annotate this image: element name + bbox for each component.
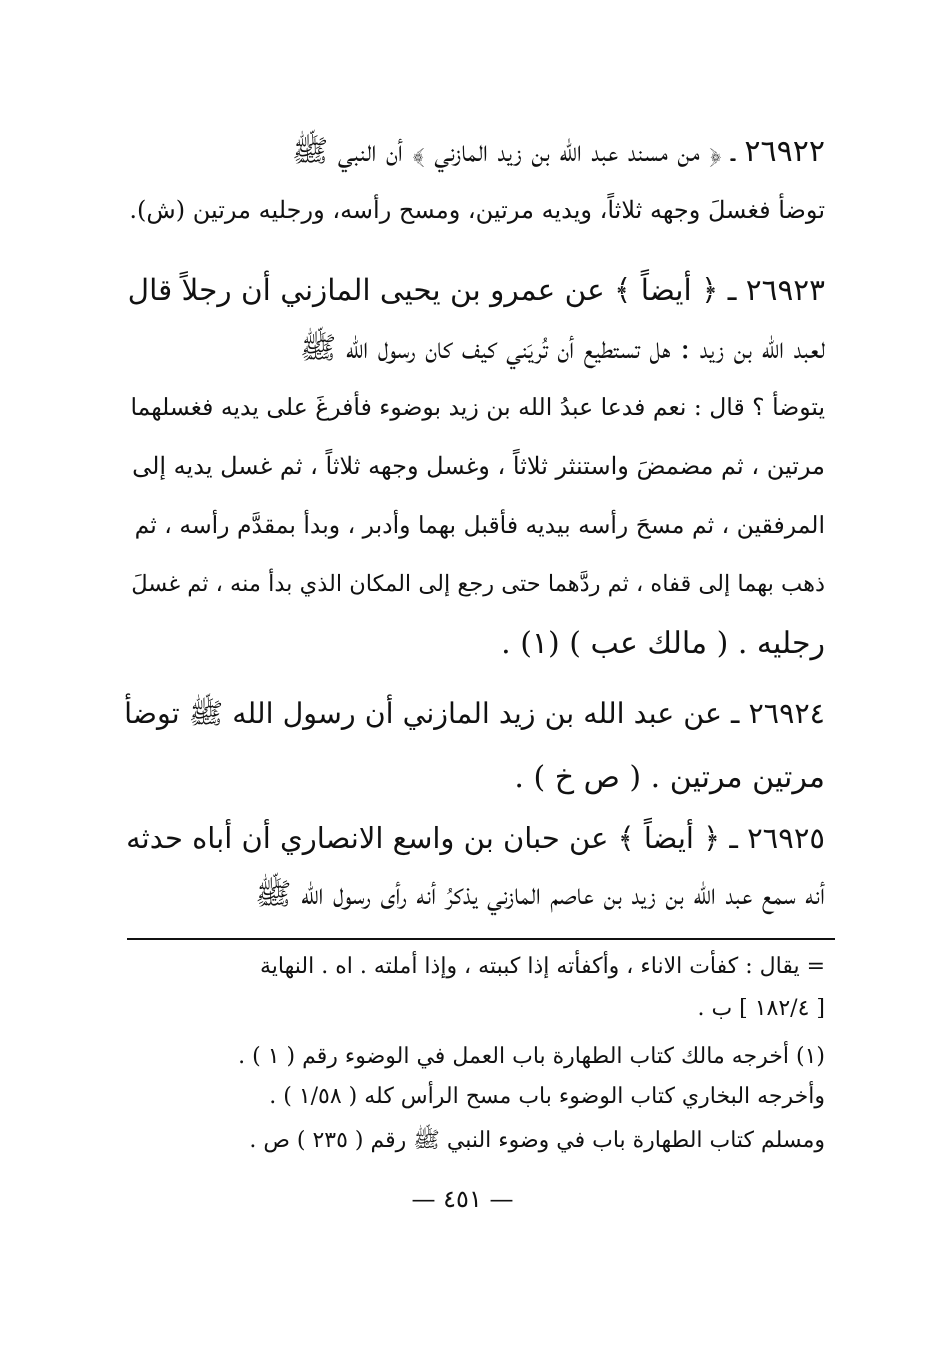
hadith-26922-line-1: ٢٦٩٢٢ ـ ﴿ من مسند عبد الله بن زيد المازني ﴾ أن النبي ﷺ — [291, 134, 825, 169]
hadith-26923-line-2: لعبد الله بن زيد : هل تستطيع أن تُريَني كيف كان رسول الله ﷺ — [300, 331, 825, 366]
footnote-line-3: (١) أخرجه مالك كتاب الطهارة باب العمل في الوضوء رقم ( ١ ) . — [238, 1044, 825, 1069]
footnote-line-5: ومسلم كتاب الطهارة باب في وضوء النبي ﷺ رقم ( ٢٣٥ ) ص . — [249, 1128, 825, 1153]
hadith-26923-line-3: يتوضأ ؟ قال : نعم فدعا عبدُ الله بن زيد بوضوء فأفرغَ على يديه فغسلهما — [130, 393, 825, 421]
page-number: — ٤٥١ — — [411, 1185, 514, 1213]
hadith-26923-line-6: ذهب بهما إلى قفاه ، ثم ردَّهما حتى رجع إلى المكان الذي بدأ منه ، ثم غسلَ — [131, 571, 825, 597]
hadith-26923-line-4: مرتين ، ثم مضمضَ واستنثر ثلاثاً ، وغسل وجهه ثلاثاً ، ثم غسل يديه إلى — [132, 452, 825, 480]
hadith-26923-line-7: رجليه . ( مالك عب ) (١) . — [501, 626, 825, 661]
footnote-line-1: = يقال : كفأت الاناء ، وأكفأته إذا كببته ، وإذا أملته . اه . النهاية — [260, 954, 825, 979]
hadith-26923-line-1: ٢٦٩٢٣ ـ ﴿ أيضاً ﴾ عن عمرو بن يحيى المازني أن رجلاً قال — [127, 273, 825, 307]
footnote-separator — [127, 938, 835, 940]
hadith-26924-line-1: ٢٦٩٢٤ ـ عن عبد الله بن زيد المازني أن رسول الله ﷺ توضأ — [124, 697, 825, 730]
footnote-line-4: وأخرجه البخاري كتاب الوضوء باب مسح الرأس كله ( ١/٥٨ ) . — [269, 1084, 825, 1109]
hadith-26925-line-1: ٢٦٩٢٥ ـ ﴿ أيضاً ﴾ عن حبان بن واسع الانصاري أن أباه حدثه — [126, 821, 825, 855]
hadith-26924-line-2: مرتين مرتين . ( ص خ ) . — [514, 760, 825, 795]
hadith-26922-line-2: توضأ فغسلَ وجهه ثلاثاً، ويديه مرتين، ومسح رأسه، ورجليه مرتين (ش). — [129, 196, 825, 224]
hadith-26923-line-5: المرفقين ، ثم مسحَ رأسه بيديه فأقبل بهما وأدبر ، وبدأ بمقدَّم رأسه ، ثم — [134, 511, 825, 539]
hadith-26925-line-2: أنه سمع عبد الله بن زيد بن عاصم المازني يذكرُ أنه رأى رسول الله ﷺ — [255, 877, 825, 912]
footnote-line-2: [ ١٨٢/٤ ] ب . — [697, 996, 825, 1021]
